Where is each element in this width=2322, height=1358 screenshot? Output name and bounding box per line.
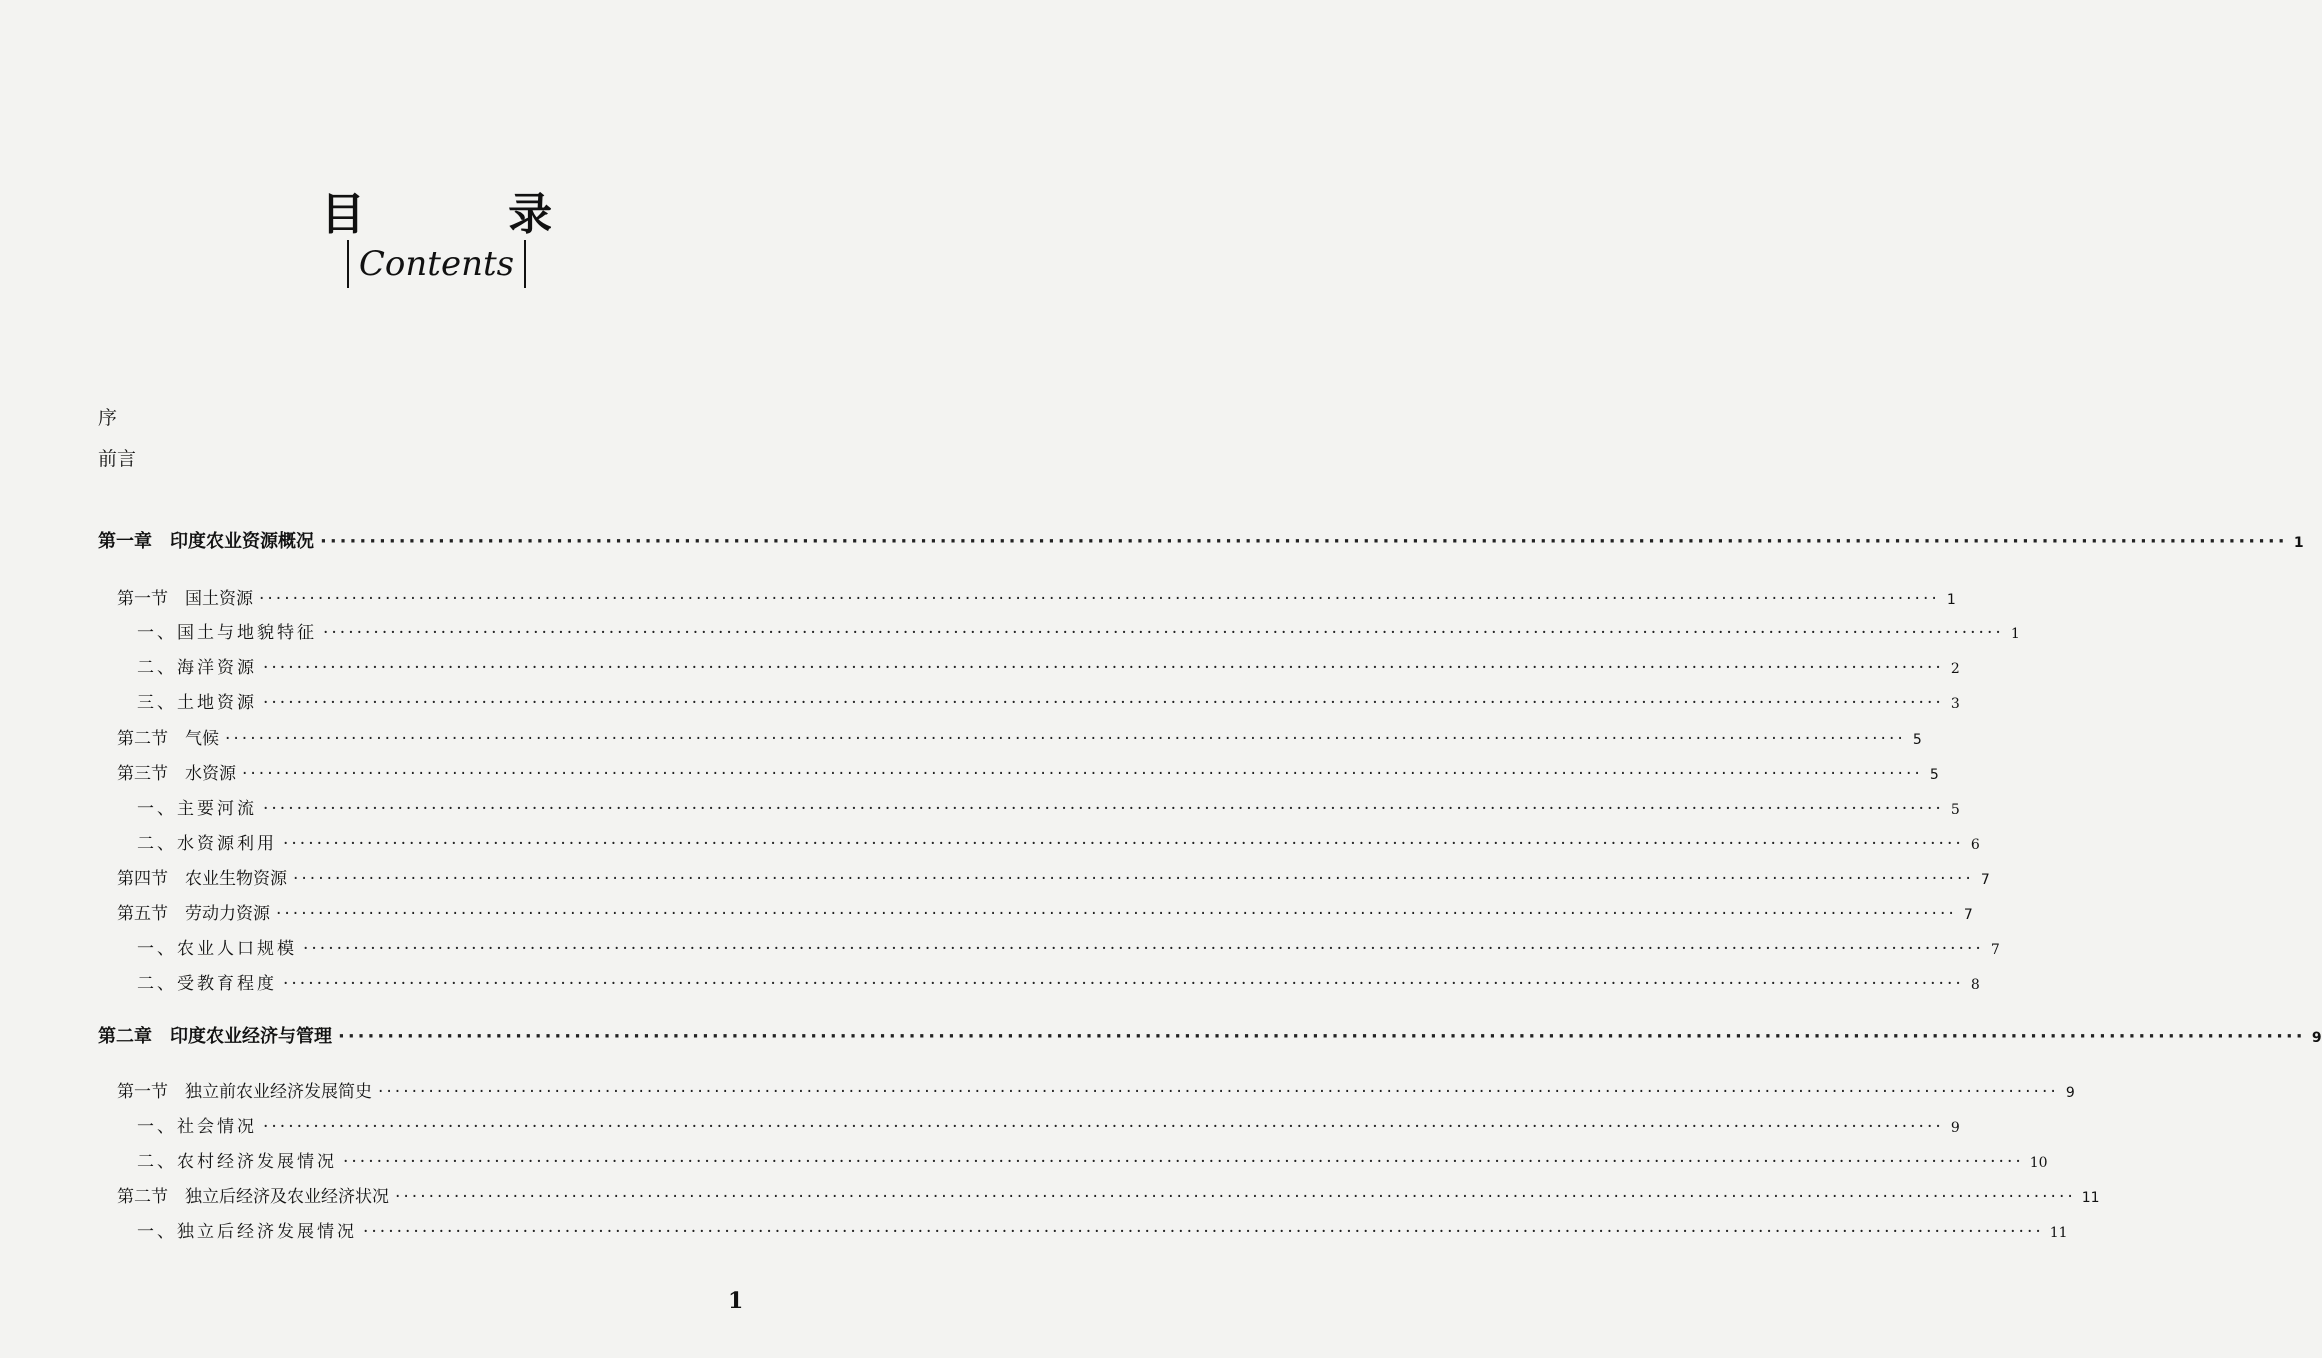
leader-dots: ········································································································································································································ bbox=[323, 623, 2004, 643]
item-entry[interactable] bbox=[137, 1150, 2048, 1174]
entry-page-number: 9 bbox=[1950, 1120, 1960, 1136]
entry-label: 三、土地资源 bbox=[137, 693, 257, 713]
entry-label: 二、海洋资源 bbox=[137, 658, 257, 678]
entry-label: 第一节 独立前农业经济发展简史 bbox=[117, 1082, 372, 1102]
entry-label: 第五节 劳动力资源 bbox=[117, 904, 270, 924]
section-entry[interactable] bbox=[117, 1080, 2075, 1104]
leader-dots: ········································································································································································································ bbox=[242, 764, 1923, 784]
leader-dots: ········································································································································································································ bbox=[263, 693, 1944, 713]
entry-label: 一、国土与地貌特征 bbox=[137, 623, 317, 643]
entry-page-number: 11 bbox=[2049, 1225, 2068, 1241]
leader-dots: ········································································································································································································ bbox=[378, 1082, 2059, 1102]
entry-page-number: 5 bbox=[1929, 767, 1939, 783]
entry-page-number: 10 bbox=[2029, 1155, 2048, 1171]
leader-dots: ········································································································································································································ bbox=[320, 531, 2288, 552]
item-entry[interactable] bbox=[137, 972, 1980, 996]
chapter-entry[interactable] bbox=[98, 1025, 2322, 1049]
contents-banner bbox=[0, 240, 873, 288]
leader-dots: ········································································································································································································ bbox=[259, 589, 1940, 609]
leader-dots: ········································································································································································································ bbox=[343, 1152, 2024, 1172]
entry-label: 二、受教育程度 bbox=[137, 974, 277, 994]
entry-page-number: 7 bbox=[1980, 872, 1990, 888]
leader-dots: ········································································································································································································ bbox=[263, 658, 1944, 678]
entry-page-number: 7 bbox=[1990, 942, 2000, 958]
contents-subtitle: Contents bbox=[358, 244, 515, 284]
entry-label: 第三节 水资源 bbox=[117, 764, 236, 784]
leader-dots: ········································································································································································································ bbox=[276, 904, 1957, 924]
section-entry[interactable] bbox=[117, 867, 1990, 891]
entry-label: 一、社会情况 bbox=[137, 1117, 257, 1137]
entry-page-number: 5 bbox=[1950, 802, 1960, 818]
item-entry[interactable] bbox=[137, 621, 2020, 645]
entry-page-number: 7 bbox=[1963, 907, 1973, 923]
item-entry[interactable] bbox=[137, 1220, 2068, 1244]
entry-label: 第二节 独立后经济及农业经济状况 bbox=[117, 1187, 389, 1207]
leader-dots: ········································································································································································································ bbox=[338, 1026, 2306, 1047]
front-matter-preface: 序 bbox=[98, 407, 118, 429]
leader-dots: ········································································································································································································ bbox=[263, 799, 1944, 819]
item-entry[interactable] bbox=[137, 1115, 1960, 1139]
leader-dots: ········································································································································································································ bbox=[363, 1222, 2044, 1242]
entry-label: 一、主要河流 bbox=[137, 799, 257, 819]
item-entry[interactable] bbox=[137, 797, 1960, 821]
entry-page-number: 1 bbox=[1946, 592, 1956, 608]
entry-page-number: 11 bbox=[2081, 1190, 2100, 1206]
entry-label: 一、农业人口规模 bbox=[137, 939, 297, 959]
entry-label: 第四节 农业生物资源 bbox=[117, 869, 287, 889]
leader-dots: ········································································································································································································ bbox=[225, 729, 1906, 749]
item-entry[interactable] bbox=[137, 832, 1980, 856]
entry-page-number: 8 bbox=[1970, 977, 1980, 993]
leader-dots: ········································································································································································································ bbox=[303, 939, 1984, 959]
page-title: 目 录 bbox=[320, 189, 617, 240]
front-matter-foreword: 前言 bbox=[98, 448, 137, 470]
entry-label: 二、农村经济发展情况 bbox=[137, 1152, 337, 1172]
section-entry[interactable] bbox=[117, 1185, 2100, 1209]
section-entry[interactable] bbox=[117, 587, 1956, 611]
leader-dots: ········································································································································································································ bbox=[283, 834, 1964, 854]
entry-page-number: 6 bbox=[1970, 837, 1980, 853]
leader-dots: ········································································································································································································ bbox=[395, 1187, 2076, 1207]
entry-label: 第二章 印度农业经济与管理 bbox=[98, 1026, 332, 1047]
leader-dots: ········································································································································································································ bbox=[293, 869, 1974, 889]
item-entry[interactable] bbox=[137, 937, 2000, 961]
item-entry[interactable] bbox=[137, 691, 1960, 715]
right-bar bbox=[524, 240, 526, 288]
entry-page-number: 2 bbox=[1950, 661, 1960, 677]
section-entry[interactable] bbox=[117, 727, 1922, 751]
entry-page-number: 1 bbox=[2010, 626, 2020, 642]
page-number: 1 bbox=[728, 1288, 744, 1314]
chapter-entry[interactable] bbox=[98, 530, 2304, 554]
item-entry[interactable] bbox=[137, 656, 1960, 680]
entry-page-number: 9 bbox=[2065, 1085, 2075, 1101]
entry-label: 一、独立后经济发展情况 bbox=[137, 1222, 357, 1242]
leader-dots: ········································································································································································································ bbox=[263, 1117, 1944, 1137]
entry-label: 第二节 气候 bbox=[117, 729, 219, 749]
section-entry[interactable] bbox=[117, 902, 1973, 926]
entry-page-number: 5 bbox=[1912, 732, 1922, 748]
section-entry[interactable] bbox=[117, 762, 1939, 786]
entry-page-number: 9 bbox=[2311, 1030, 2322, 1046]
entry-page-number: 3 bbox=[1950, 696, 1960, 712]
entry-label: 第一章 印度农业资源概况 bbox=[98, 531, 314, 552]
entry-label: 二、水资源利用 bbox=[137, 834, 277, 854]
entry-page-number: 1 bbox=[2293, 535, 2304, 551]
leader-dots: ········································································································································································································ bbox=[283, 974, 1964, 994]
entry-label: 第一节 国土资源 bbox=[117, 589, 253, 609]
